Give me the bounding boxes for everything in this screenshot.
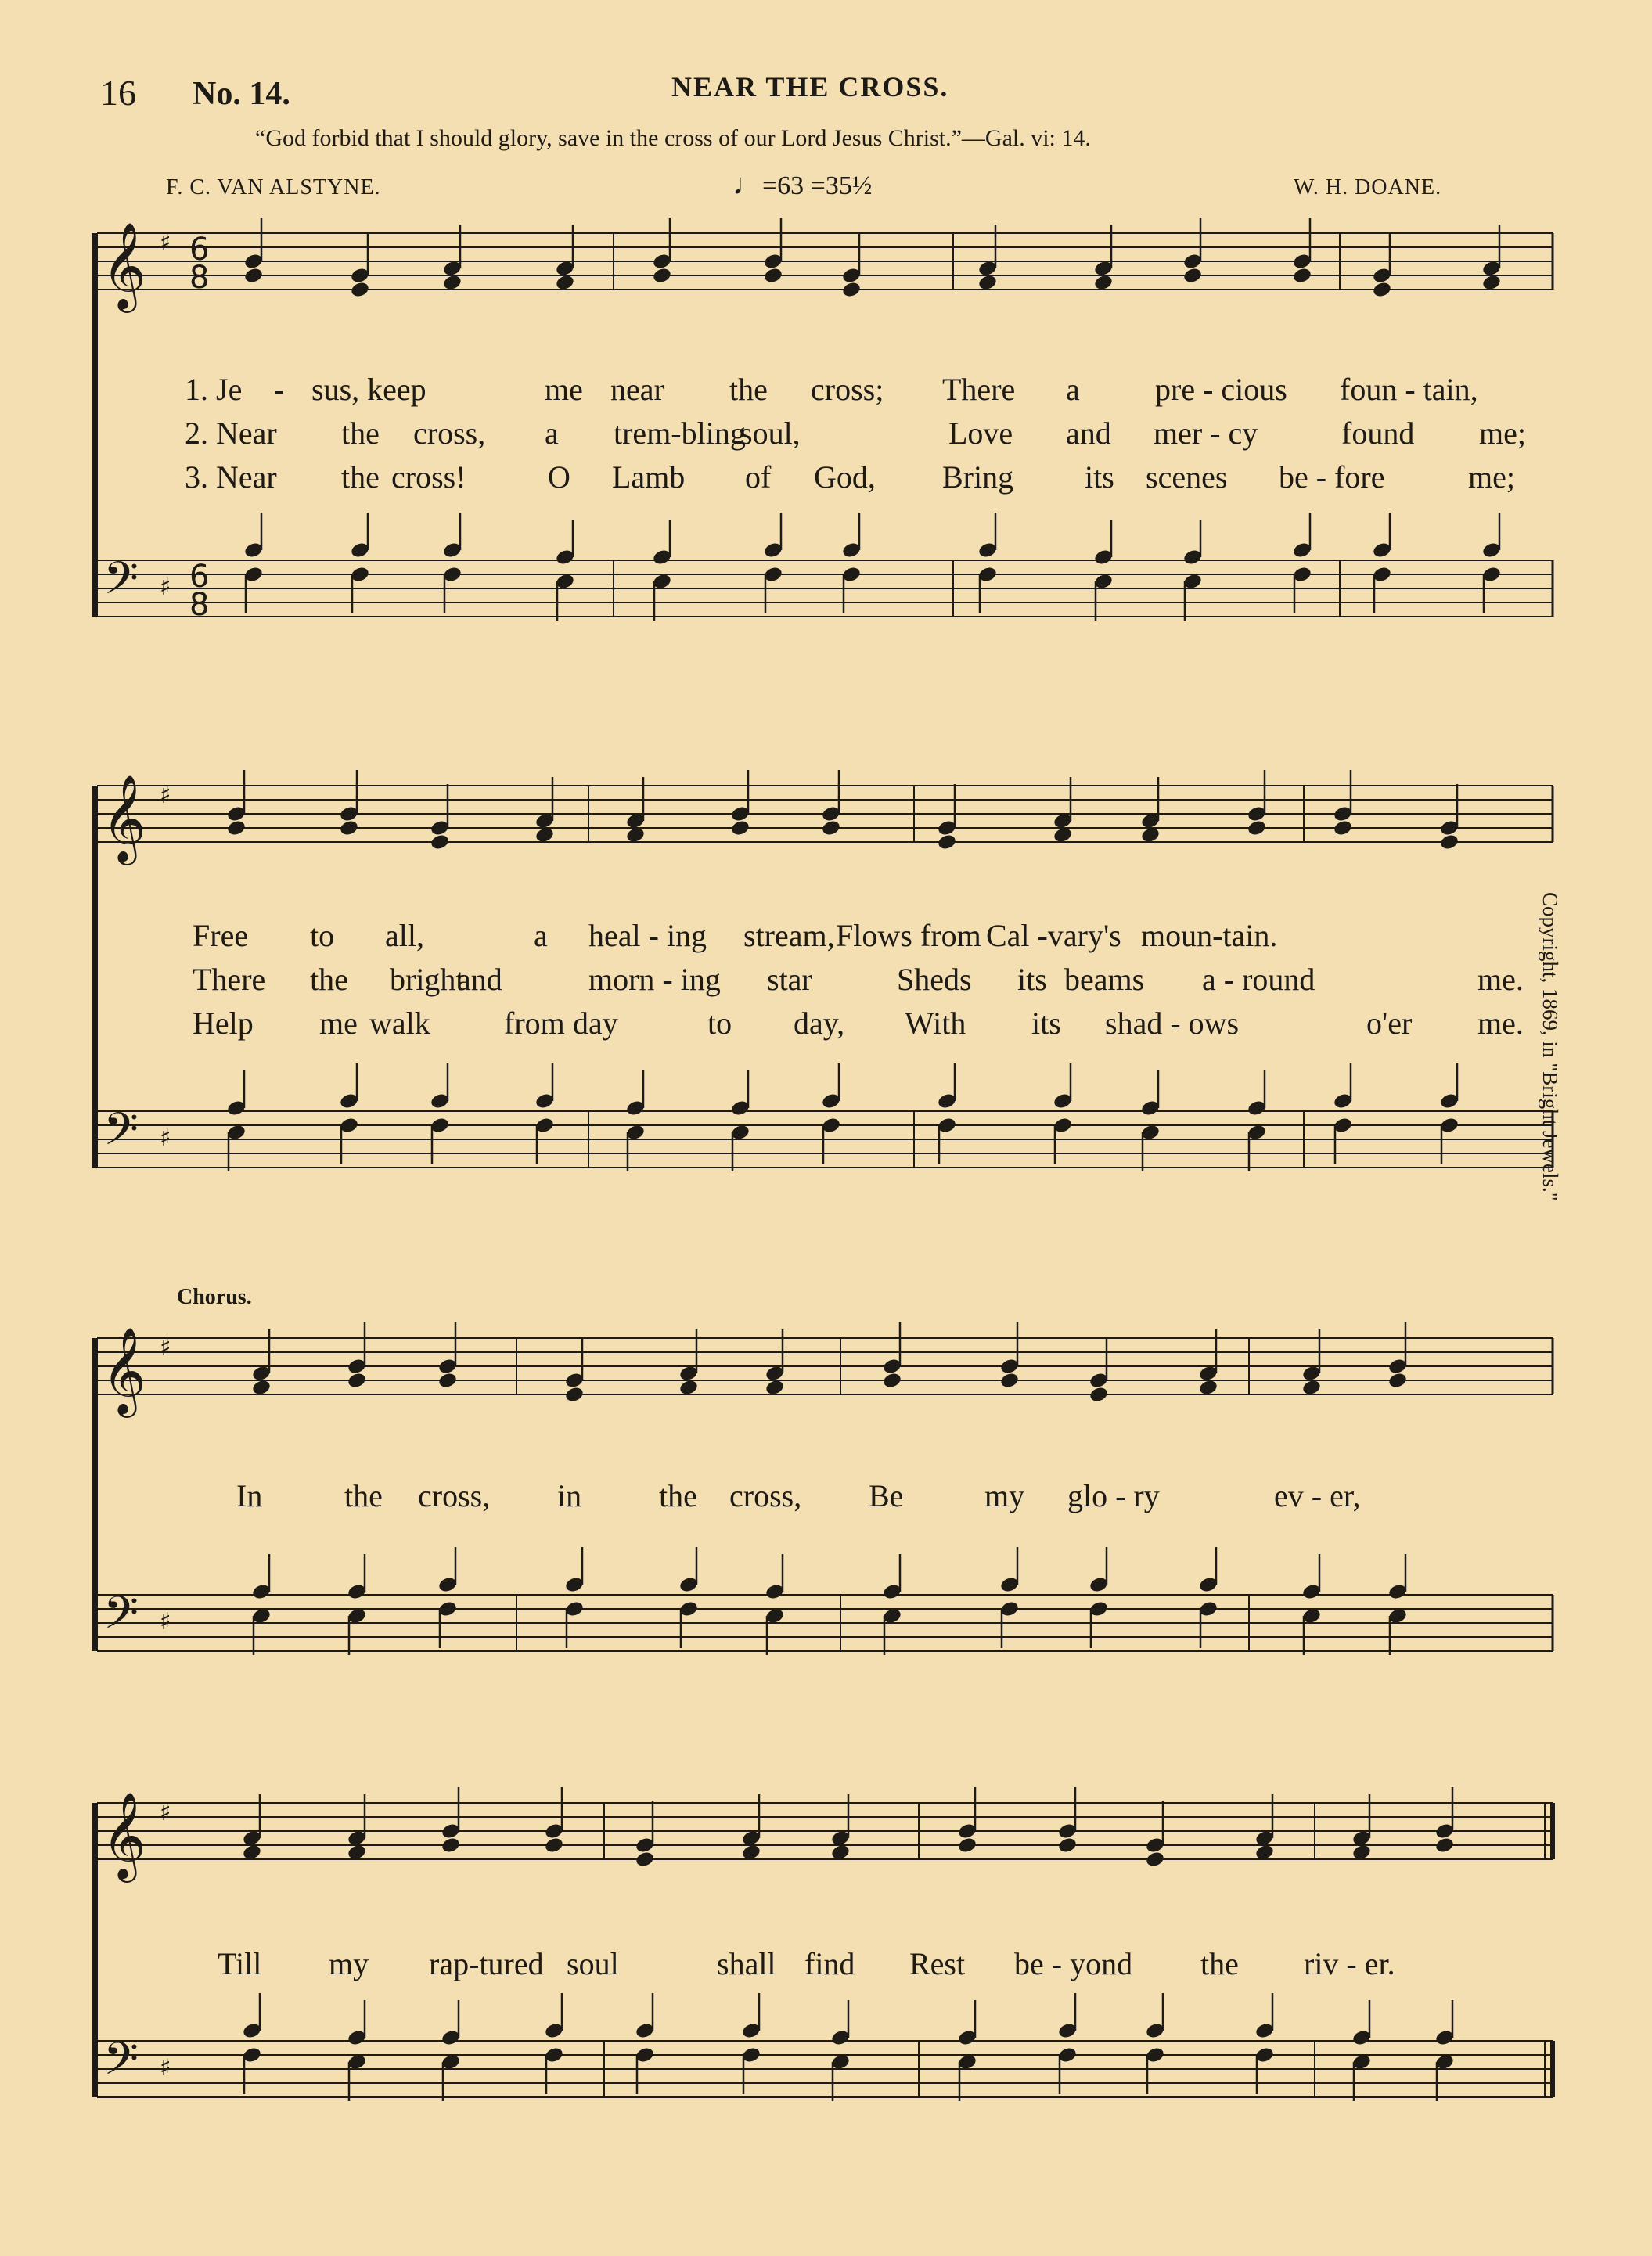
lyric-syllable: sus, keep bbox=[311, 372, 426, 407]
notehead bbox=[882, 1371, 902, 1389]
notehead bbox=[347, 1371, 367, 1389]
sharp-key-signature-icon: ♯ bbox=[160, 1334, 171, 1362]
lyric-syllable: shad - ows bbox=[1105, 1006, 1240, 1041]
bass-clef-icon: 𝄢 bbox=[103, 552, 139, 616]
lyric-syllable: Help bbox=[193, 1006, 254, 1041]
notehead bbox=[1089, 1385, 1109, 1403]
lyric-syllable: Bring bbox=[942, 459, 1014, 495]
lyric-syllable: me bbox=[545, 372, 583, 407]
lyric-syllable: In bbox=[236, 1478, 263, 1513]
quarter-note-icon: ♩ bbox=[732, 168, 762, 201]
notehead bbox=[1182, 266, 1203, 284]
notehead bbox=[1439, 833, 1459, 851]
lyric-syllable: be - yond bbox=[1014, 1946, 1133, 1981]
time-signature-bottom: 8 bbox=[189, 587, 210, 623]
notehead bbox=[350, 280, 370, 298]
notehead bbox=[730, 819, 750, 837]
lyric-syllable: 3. Near bbox=[185, 459, 277, 495]
lyric-syllable: the bbox=[729, 372, 768, 407]
notehead bbox=[652, 266, 672, 284]
lyric-syllable: stream, bbox=[743, 918, 835, 953]
hymn-number: No. 14. bbox=[193, 76, 290, 112]
lyric-syllable: pre - cious bbox=[1155, 372, 1287, 407]
lyric-syllable: Free bbox=[193, 918, 249, 953]
notehead bbox=[441, 1836, 461, 1854]
notehead bbox=[430, 833, 450, 851]
sharp-key-signature-icon: ♯ bbox=[160, 2054, 171, 2081]
lyric-syllable: Rest bbox=[909, 1946, 966, 1981]
lyric-syllable: cross, bbox=[729, 1478, 802, 1513]
sharp-key-signature-icon: ♯ bbox=[160, 1124, 171, 1152]
lyric-syllable: Cal -vary's bbox=[986, 918, 1121, 953]
sharp-key-signature-icon: ♯ bbox=[160, 782, 171, 809]
lyric-syllable: a - round bbox=[1202, 962, 1315, 997]
lyric-syllable: near bbox=[610, 372, 664, 407]
notehead bbox=[226, 819, 247, 837]
lyric-syllable: from bbox=[920, 918, 981, 953]
lyric-syllable: day bbox=[573, 1006, 618, 1041]
bass-clef-icon: 𝄢 bbox=[103, 2032, 139, 2096]
lyric-syllable: me. bbox=[1477, 962, 1524, 997]
notehead bbox=[1434, 1836, 1455, 1854]
notehead bbox=[1387, 1371, 1408, 1389]
page-number: 16 bbox=[100, 73, 136, 113]
notehead bbox=[937, 833, 957, 851]
tempo-text: =63 =35½ bbox=[762, 171, 873, 200]
sharp-key-signature-icon: ♯ bbox=[160, 1799, 171, 1826]
notehead bbox=[1372, 280, 1392, 298]
lyric-syllable: Sheds bbox=[897, 962, 972, 997]
lyric-syllable: me; bbox=[1479, 416, 1526, 451]
lyric-syllable: star bbox=[767, 962, 812, 997]
notehead bbox=[544, 1836, 564, 1854]
notehead bbox=[635, 1850, 655, 1868]
lyric-syllable: glo - ry bbox=[1067, 1478, 1160, 1513]
lyric-syllable: and bbox=[1066, 416, 1111, 451]
notehead bbox=[339, 819, 359, 837]
time-signature-bottom: 8 bbox=[189, 260, 210, 296]
treble-clef-icon: 𝄞 bbox=[102, 1791, 146, 1879]
lyric-syllable: cross; bbox=[811, 372, 884, 407]
lyric-syllable: its bbox=[1031, 1006, 1061, 1041]
lyric-syllable: of bbox=[745, 459, 772, 495]
lyric-syllable: soul bbox=[567, 1946, 619, 1981]
lyric-syllable: moun-tain. bbox=[1141, 918, 1278, 953]
lyric-syllable: all, bbox=[385, 918, 424, 953]
lyric-syllable: found bbox=[1341, 416, 1415, 451]
notehead bbox=[1145, 1850, 1165, 1868]
lyric-syllable: find bbox=[804, 1946, 855, 1981]
lyric-syllable: Flows bbox=[836, 918, 912, 953]
lyric-syllable: trem-bling bbox=[614, 416, 746, 451]
lyric-syllable: o'er bbox=[1366, 1006, 1413, 1041]
copyright-note: Copyright, 1869, in "Bright Jewels." bbox=[1539, 892, 1562, 1201]
time-signature-top: 6 bbox=[189, 232, 210, 268]
sharp-key-signature-icon: ♯ bbox=[160, 1608, 171, 1635]
lyric-syllable: Lamb bbox=[612, 459, 686, 495]
lyric-syllable: from bbox=[504, 1006, 565, 1041]
lyric-syllable: There bbox=[193, 962, 266, 997]
lyric-syllable: and bbox=[457, 962, 502, 997]
lyric-syllable: shall bbox=[717, 1946, 776, 1981]
notehead bbox=[1247, 819, 1267, 837]
lyric-syllable: be - fore bbox=[1279, 459, 1385, 495]
lyric-syllable: the bbox=[344, 1478, 383, 1513]
notehead bbox=[1057, 1836, 1078, 1854]
lyricist: F. C. VAN ALSTYNE. bbox=[166, 175, 381, 200]
notehead bbox=[999, 1371, 1020, 1389]
lyric-syllable: me; bbox=[1468, 459, 1515, 495]
lyric-syllable: mer - cy bbox=[1154, 416, 1258, 451]
lyric-syllable: Be bbox=[869, 1478, 904, 1513]
lyric-syllable: soul, bbox=[740, 416, 801, 451]
lyric-syllable: me. bbox=[1477, 1006, 1524, 1041]
treble-clef-icon: 𝄞 bbox=[102, 221, 146, 309]
notehead bbox=[243, 266, 264, 284]
notehead bbox=[1292, 266, 1312, 284]
lyric-syllable: the bbox=[1200, 1946, 1239, 1981]
bass-clef-icon: 𝄢 bbox=[103, 1103, 139, 1167]
lyric-syllable: 1. Je bbox=[185, 372, 243, 407]
lyric-syllable: There bbox=[942, 372, 1016, 407]
notehead bbox=[957, 1836, 977, 1854]
time-signature-top: 6 bbox=[189, 559, 210, 595]
lyric-syllable: cross, bbox=[413, 416, 486, 451]
lyric-syllable: 2. Near bbox=[185, 416, 277, 451]
lyric-syllable: With bbox=[905, 1006, 966, 1041]
notehead bbox=[841, 280, 862, 298]
lyric-syllable: my bbox=[984, 1478, 1025, 1513]
treble-clef-icon: 𝄞 bbox=[102, 1326, 146, 1414]
lyric-syllable: cross! bbox=[391, 459, 466, 495]
lyric-syllable: me bbox=[319, 1006, 358, 1041]
lyric-syllable: my bbox=[329, 1946, 369, 1981]
lyric-syllable: day, bbox=[794, 1006, 845, 1041]
sharp-key-signature-icon: ♯ bbox=[160, 574, 171, 601]
lyric-syllable: the bbox=[659, 1478, 697, 1513]
lyric-syllable: O bbox=[548, 459, 570, 495]
lyric-syllable: to bbox=[707, 1006, 732, 1041]
composer: W. H. DOANE. bbox=[1294, 175, 1442, 200]
lyric-syllable: riv - er. bbox=[1304, 1946, 1395, 1981]
notehead bbox=[763, 266, 783, 284]
sharp-key-signature-icon: ♯ bbox=[160, 229, 171, 257]
lyric-syllable: Love bbox=[948, 416, 1013, 451]
chorus-label: Chorus. bbox=[177, 1285, 252, 1309]
lyric-syllable: a bbox=[1066, 372, 1080, 407]
lyric-syllable: a bbox=[534, 918, 548, 953]
epigraph: “God forbid that I should glory, save in the cross of our Lord Jesus Christ.”—Gal. vi: 14. bbox=[255, 125, 1091, 151]
lyric-syllable: the bbox=[341, 459, 380, 495]
lyric-syllable: the bbox=[310, 962, 348, 997]
lyric-syllable: to bbox=[310, 918, 335, 953]
notehead bbox=[821, 819, 841, 837]
hymn-title: NEAR THE CROSS. bbox=[671, 71, 949, 103]
lyric-syllable: heal - ing bbox=[588, 918, 707, 953]
lyric-syllable: beams bbox=[1064, 962, 1145, 997]
notehead bbox=[564, 1385, 585, 1403]
lyric-syllable: Till bbox=[218, 1946, 262, 1981]
lyric-syllable: morn - ing bbox=[588, 962, 721, 997]
lyric-syllable: - bbox=[274, 372, 285, 407]
lyric-syllable: bright bbox=[390, 962, 465, 997]
lyric-syllable: God, bbox=[814, 459, 876, 495]
lyric-syllable: in bbox=[557, 1478, 582, 1513]
lyric-syllable: ev - er, bbox=[1274, 1478, 1361, 1513]
lyric-syllable: foun - tain, bbox=[1340, 372, 1478, 407]
notehead bbox=[437, 1371, 458, 1389]
lyric-syllable: rap-tured bbox=[429, 1946, 544, 1981]
lyric-syllable: its bbox=[1085, 459, 1114, 495]
notehead bbox=[1333, 819, 1353, 837]
lyric-syllable: scenes bbox=[1146, 459, 1228, 495]
treble-clef-icon: 𝄞 bbox=[102, 774, 146, 862]
lyric-syllable: walk bbox=[369, 1006, 430, 1041]
lyric-syllable: its bbox=[1017, 962, 1047, 997]
lyric-syllable: cross, bbox=[418, 1478, 491, 1513]
bass-clef-icon: 𝄢 bbox=[103, 1586, 139, 1650]
lyric-syllable: a bbox=[545, 416, 559, 451]
lyric-syllable: the bbox=[341, 416, 380, 451]
